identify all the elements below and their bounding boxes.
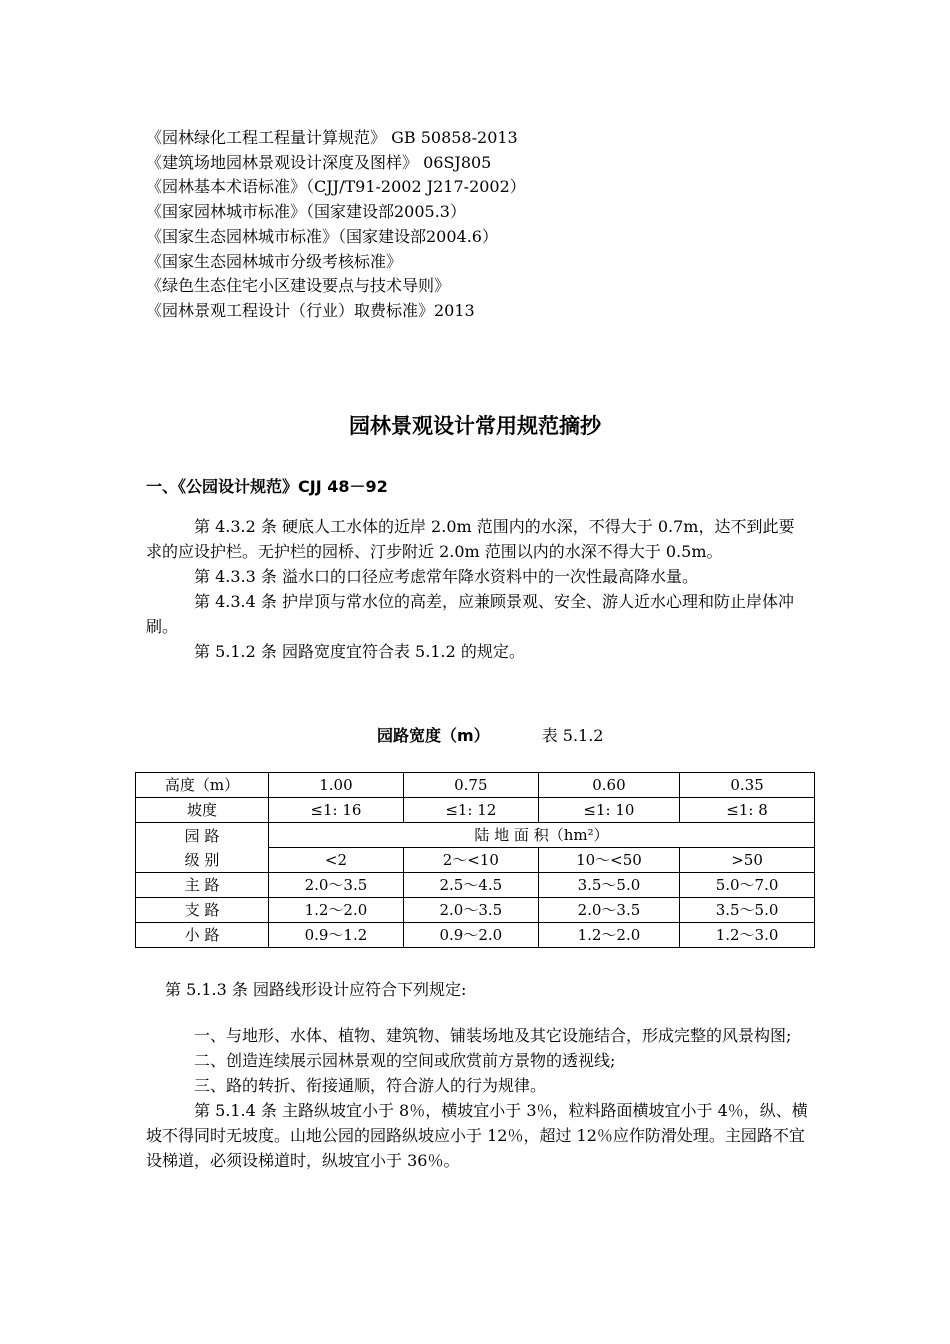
- clauses-block-b: [146, 1023, 810, 1173]
- reference-item: 《国家生态园林城市分级考核标准》: [146, 251, 403, 271]
- reference-item: 《国家生态园林城市标准》（国家建设部2004.6）: [146, 226, 498, 246]
- table-cell: 3.5～5.0: [538, 873, 679, 898]
- table-cell: ≤1: 10: [538, 798, 679, 823]
- table-cell: 5.0～7.0: [680, 873, 815, 898]
- row-label: 高度（m）: [136, 773, 269, 798]
- road-width-table: [135, 772, 815, 948]
- clause-paragraph: 三、路的转折、衔接通顺，符合游人的行为规律。: [194, 1076, 547, 1095]
- table-cell: 0.60: [538, 773, 679, 798]
- grade-header-cell: [136, 823, 269, 873]
- table-caption: [377, 723, 604, 746]
- section-heading: 一、《公园设计规范》CJJ 48－92: [146, 477, 388, 496]
- clause-paragraph: 一、与地形、水体、植物、建筑物、铺装场地及其它设施结合，形成完整的风景构图;: [194, 1026, 792, 1045]
- reference-item: 《绿色生态住宅小区建设要点与技术导则》: [146, 276, 451, 296]
- table-cell: 1.2～2.0: [538, 923, 679, 948]
- table-cell: 1.2～2.0: [269, 898, 404, 923]
- table-caption-number: 表 5.1.2: [541, 726, 604, 745]
- area-range-cell: <2: [269, 848, 404, 873]
- area-range-cell: 10～<50: [538, 848, 679, 873]
- reference-item: 《园林基本术语标准》（CJJ/T91-2002 J217-2002）: [146, 177, 526, 197]
- clauses-block-a: [146, 514, 810, 664]
- table-cell: 0.35: [680, 773, 815, 798]
- table-cell: 2.0～3.5: [538, 898, 679, 923]
- clause-5-1-3: 第 5.1.3 条 园路线形设计应符合下列规定:: [165, 980, 467, 999]
- clause-paragraph: 第 5.1.2 条 园路宽度宜符合表 5.1.2 的规定。: [194, 642, 525, 661]
- table-caption-title: 园路宽度（m）: [377, 726, 490, 745]
- table-row: [136, 823, 815, 848]
- table-cell: 0.75: [403, 773, 538, 798]
- table-cell: 2.0～3.5: [269, 873, 404, 898]
- reference-item: 《建筑场地园林景观设计深度及图样》 06SJ805: [146, 152, 492, 172]
- area-range-cell: 2～<10: [403, 848, 538, 873]
- table-row: [136, 773, 815, 798]
- clause-paragraph: 二、创造连续展示园林景观的空间或欣赏前方景物的透视线;: [194, 1051, 616, 1070]
- table-cell: ≤1: 8: [680, 798, 815, 823]
- document-title: 园林景观设计常用规范摘抄: [349, 414, 601, 438]
- reference-item: 《园林绿化工程工程量计算规范》 GB 50858-2013: [146, 128, 518, 147]
- reference-item: 《园林景观工程设计（行业）取费标准》2013: [146, 300, 475, 320]
- area-range-cell: >50: [680, 848, 815, 873]
- table-row: [136, 898, 815, 923]
- table-row: [136, 873, 815, 898]
- table-cell: 1.2～3.0: [680, 923, 815, 948]
- row-label: 坡度: [136, 798, 269, 823]
- row-label: 小 路: [136, 923, 269, 948]
- table-cell: 1.00: [269, 773, 404, 798]
- table-row: [136, 798, 815, 823]
- table-cell: 0.9～1.2: [269, 923, 404, 948]
- grade-header-line: 园 路: [184, 826, 220, 845]
- table-cell: 0.9～2.0: [403, 923, 538, 948]
- clause-paragraph: 第 4.3.4 条 护岸顶与常水位的高差，应兼顾景观、安全、游人近水心理和防止岸体冲刷。: [146, 592, 794, 636]
- clause-paragraph: 第 5.1.4 条 主路纵坡宜小于 8％，横坡宜小于 3％，粒料路面横坡宜小于 4％，纵、横坡不得同时无坡度。山地公园的园路纵坡应小于 12％，超过 12％应作防滑处理。主园路不宜设梯道，必须设梯道时，纵坡宜小于 36％。: [146, 1101, 808, 1170]
- table-cell: 2.5～4.5: [403, 873, 538, 898]
- row-label: 支 路: [136, 898, 269, 923]
- row-label: 主 路: [136, 873, 269, 898]
- table-cell: ≤1: 16: [269, 798, 404, 823]
- table-cell: ≤1: 12: [403, 798, 538, 823]
- area-header-cell: 陆 地 面 积（hm²）: [269, 823, 815, 848]
- table-row: [136, 923, 815, 948]
- reference-item: 《国家园林城市标准》（国家建设部2005.3）: [146, 202, 466, 222]
- clause-paragraph: 第 4.3.2 条 硬底人工水体的近岸 2.0m 范围内的水深，不得大于 0.7m，达不到此要求的应设护栏。无护栏的园桥、汀步附近 2.0m 范围以内的水深不得大于 0.5m。: [146, 517, 795, 561]
- grade-header-line: 级 别: [184, 850, 220, 869]
- table-cell: 2.0～3.5: [403, 898, 538, 923]
- clause-paragraph: 第 4.3.3 条 溢水口的口径应考虑常年降水资料中的一次性最高降水量。: [194, 567, 698, 586]
- table-cell: 3.5～5.0: [680, 898, 815, 923]
- reference-list: [146, 126, 526, 324]
